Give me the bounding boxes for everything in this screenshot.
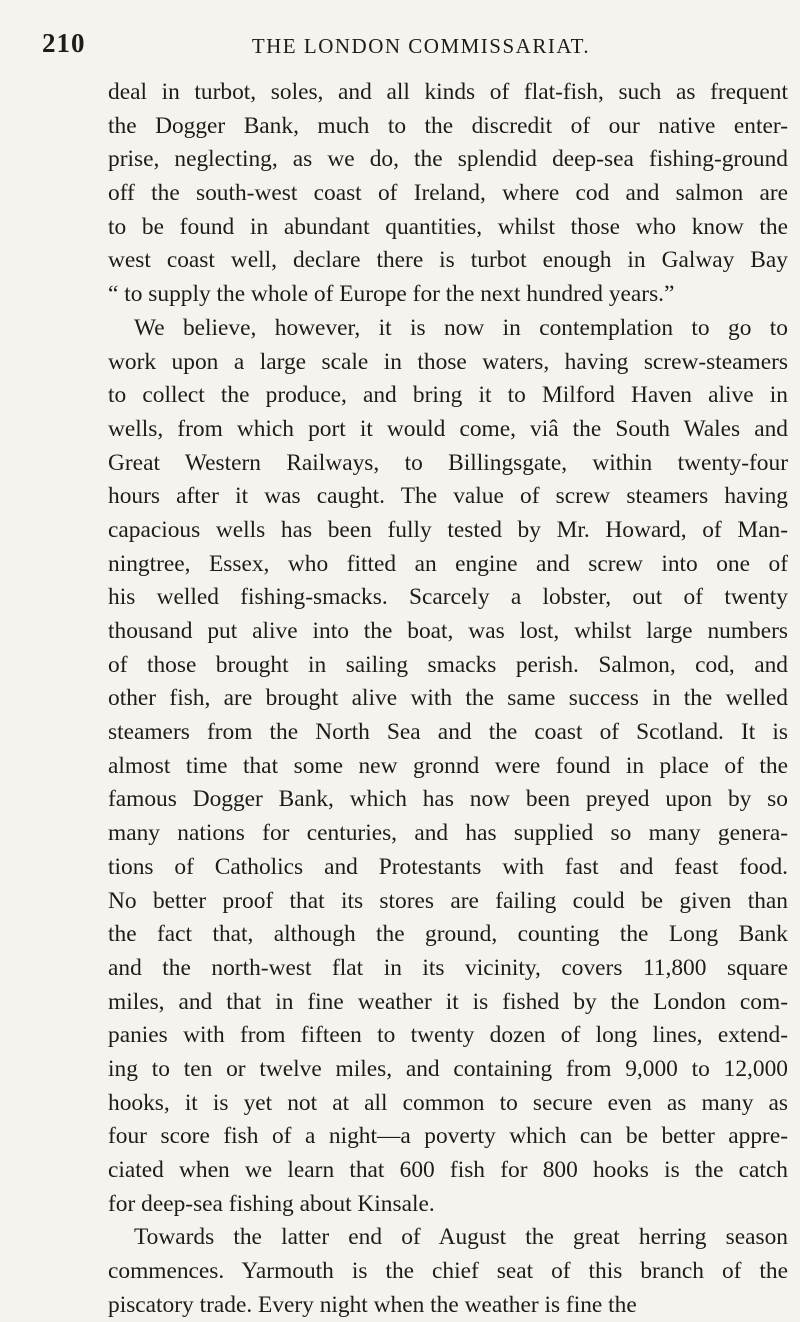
text-line: to collect the produce, and bring it to Milford Haven alive in	[108, 382, 788, 409]
text-line: almost time that some new gronnd were found in place of the	[108, 752, 788, 779]
page-number: 210	[42, 28, 86, 58]
text-line: work upon a large scale in those waters, having screw-steamers	[108, 348, 788, 375]
page-header	[42, 28, 760, 62]
text-line: steamers from the North Sea and the coast of Scotland. It is	[108, 719, 788, 746]
text-line: for deep-sea fishing about Kinsale.	[108, 1190, 435, 1217]
text-line: other fish, are brought alive with the same success in the welled	[108, 685, 788, 712]
text-line: piscatory trade. Every night when the weather is fine the	[108, 1291, 637, 1318]
text-line: hours after it was caught. The value of screw steamers having	[108, 483, 788, 510]
text-line: miles, and that in fine weather it is fished by the London com-	[108, 988, 788, 1015]
text-line: famous Dogger Bank, which has now been preyed upon by so	[108, 786, 788, 813]
body-text	[108, 76, 788, 1322]
paragraph	[108, 312, 788, 1222]
text-line: “ to supply the whole of Europe for the next hundred years.”	[108, 281, 675, 308]
text-line: We believe, however, it is now in contemplation to go to	[134, 314, 788, 341]
text-line: west coast well, declare there is turbot enough in Galway Bay	[108, 247, 788, 274]
text-line: prise, neglecting, as we do, the splendid deep-sea fishing-ground	[108, 146, 788, 173]
text-line: the Dogger Bank, much to the discredit of our native enter-	[108, 112, 788, 139]
text-line: thousand put alive into the boat, was lost, whilst large numbers	[108, 618, 788, 644]
text-line: of those brought in sailing smacks perish. Salmon, cod, and	[108, 651, 788, 678]
text-line: ningtree, Essex, who fitted an engine and screw into one of	[108, 550, 788, 577]
text-line: Towards the latter end of August the great herring season	[134, 1224, 788, 1251]
text-line: his welled fishing-smacks. Scarcely a lobster, out of twenty	[108, 584, 788, 611]
text-line: ciated when we learn that 600 fish for 800 hooks is the catch	[108, 1157, 788, 1183]
paragraph	[108, 76, 788, 312]
text-line: Great Western Railways, to Billingsgate, within twenty-four	[108, 449, 788, 476]
text-line: No better proof that its stores are failing could be given than	[108, 887, 788, 914]
running-title: THE LONDON COMMISSARIAT.	[251, 34, 591, 58]
text-line: tions of Catholics and Protestants with fast and feast food.	[108, 853, 788, 880]
text-line: commences. Yarmouth is the chief seat of this branch of the	[108, 1258, 788, 1285]
text-line: hooks, it is yet not at all common to secure even as many as	[108, 1089, 788, 1116]
text-line: and the north-west flat in its vicinity, covers 11,800 square	[108, 954, 788, 981]
paragraph	[108, 1221, 788, 1322]
text-line: many nations for centuries, and has supplied so many genera-	[108, 820, 788, 847]
text-line: to be found in abundant quantities, whilst those who know the	[108, 213, 788, 240]
text-line: panies with from fifteen to twenty dozen of long lines, extend-	[108, 1022, 788, 1049]
text-line: deal in turbot, soles, and all kinds of flat-fish, such as frequent	[108, 79, 788, 105]
text-line: capacious wells has been fully tested by Mr. Howard, of Man-	[108, 516, 788, 543]
text-line: wells, from which port it would come, viâ the South Wales and	[108, 415, 788, 442]
text-line: ing to ten or twelve miles, and containing from 9,000 to 12,000	[108, 1055, 788, 1082]
text-line: the fact that, although the ground, counting the Long Bank	[108, 921, 788, 948]
text-line: off the south-west coast of Ireland, where cod and salmon are	[108, 180, 788, 207]
text-line: four score fish of a night—a poverty which can be better appre-	[108, 1123, 788, 1150]
